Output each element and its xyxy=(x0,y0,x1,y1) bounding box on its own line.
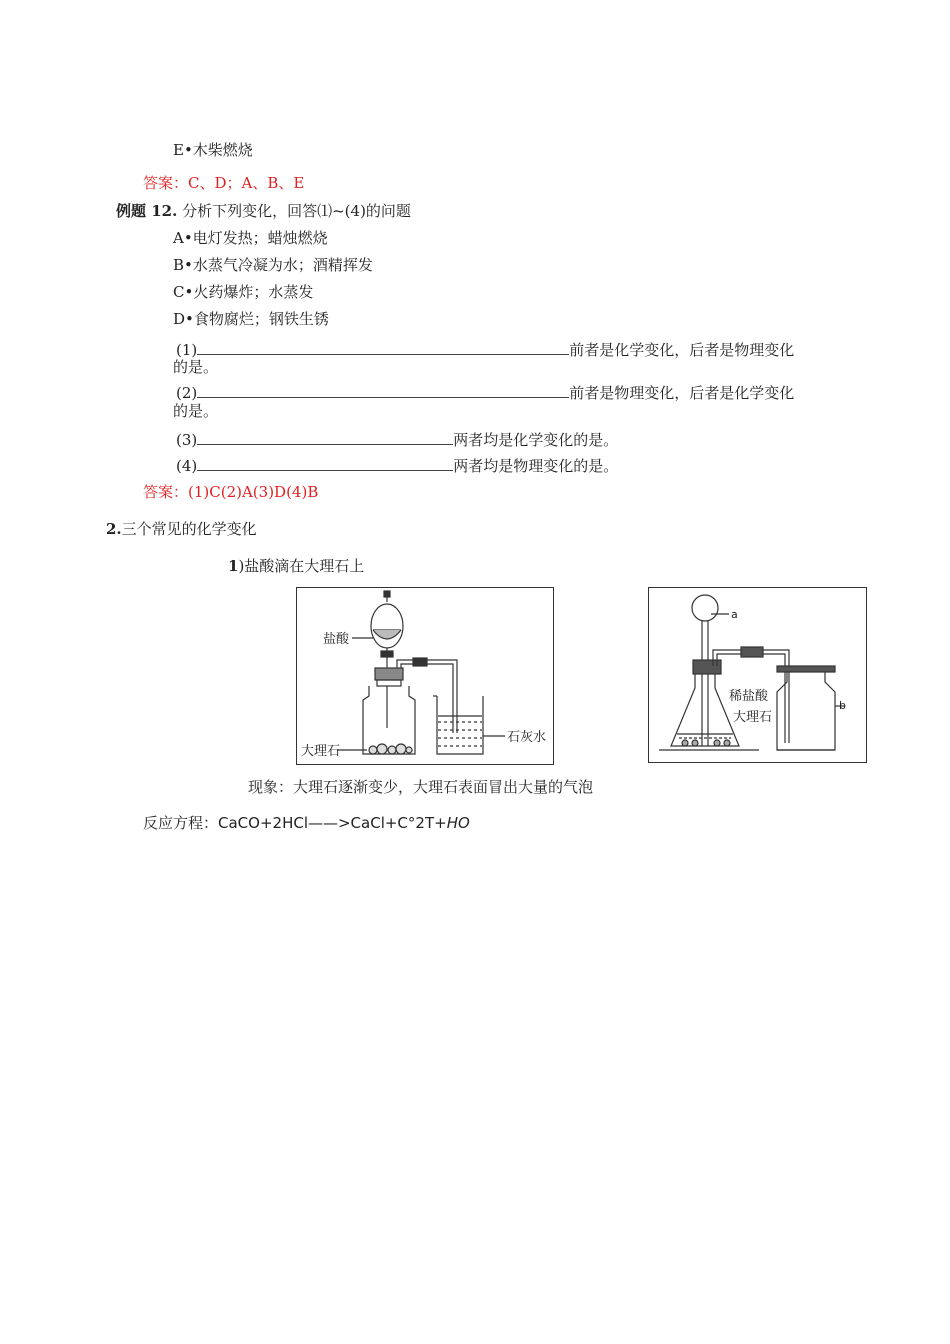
label-a: a xyxy=(731,608,738,621)
fill-tail-1: 前者是化学变化，后者是物理变化 xyxy=(569,341,795,359)
fill-in-4 xyxy=(176,456,618,476)
apparatus-figure-1 xyxy=(296,587,554,765)
fill-num-3: (3) xyxy=(176,431,198,449)
subsection-number: 1 xyxy=(228,557,239,575)
example-label: 例题 12. xyxy=(116,202,178,220)
section-title: 三个常见的化学变化 xyxy=(121,520,257,538)
answer-blank-1[interactable] xyxy=(197,340,569,355)
equation-tail: +HO xyxy=(434,814,470,832)
fill-in-2 xyxy=(176,383,794,403)
section-heading xyxy=(106,519,257,539)
reaction-equation xyxy=(143,813,470,833)
apparatus-figure-2 xyxy=(648,587,867,763)
option-c: C•火药爆炸；水蒸发 xyxy=(173,283,314,301)
example-question xyxy=(116,201,411,221)
label-limewater: 石灰水 xyxy=(507,730,547,745)
answer-line-2: 答案：(1)C(2)A(3)D(4)B xyxy=(143,483,319,501)
option-a: A•电灯发热；蜡烛燃烧 xyxy=(173,229,328,247)
fill-tail-3: 两者均是化学变化的是。 xyxy=(453,431,619,449)
label-marble-1: 大理石 xyxy=(301,744,341,759)
apparatus-2-drawing xyxy=(649,588,866,762)
label-marble-2: 大理石 xyxy=(733,710,773,725)
subsection-title: )盐酸滴在大理石上 xyxy=(238,557,365,575)
fill-wrap-1: 的是。 xyxy=(173,358,219,376)
apparatus-1-drawing xyxy=(297,588,553,764)
subsection-heading xyxy=(228,556,364,576)
label-dilute-acid: 稀盐酸 xyxy=(729,689,769,704)
answer-line-1: 答案：C、D；A、B、E xyxy=(143,174,305,192)
phenomenon-text: 现象：大理石逐渐变少，大理石表面冒出大量的气泡 xyxy=(248,778,594,796)
fill-tail-4: 两者均是物理变化的是。 xyxy=(453,457,619,475)
equation-body: CaCO+2HCl——>CaCl+C°2T xyxy=(218,814,435,832)
label-b: b xyxy=(839,699,846,712)
fill-in-3 xyxy=(176,430,618,450)
fill-num-4: (4) xyxy=(176,457,198,475)
label-acid: 盐酸 xyxy=(323,632,350,647)
section-number: 2. xyxy=(106,520,122,538)
fill-num-1: (1) xyxy=(176,341,198,359)
fill-wrap-2: 的是。 xyxy=(173,402,219,420)
answer-blank-3[interactable] xyxy=(197,430,453,445)
option-e: E•木柴燃烧 xyxy=(173,141,253,159)
option-b: B•水蒸气冷凝为水；酒精挥发 xyxy=(173,256,373,274)
fill-in-1 xyxy=(176,340,794,360)
option-d: D•食物腐烂；钢铁生锈 xyxy=(173,310,329,328)
equation-label: 反应方程： xyxy=(143,814,219,832)
fill-num-2: (2) xyxy=(176,384,198,402)
answer-blank-2[interactable] xyxy=(197,383,569,398)
fill-tail-2: 前者是物理变化，后者是化学变化 xyxy=(569,384,795,402)
example-question-text: 分析下列变化，回答⑴~(4)的问题 xyxy=(182,202,411,220)
answer-blank-4[interactable] xyxy=(197,456,453,471)
